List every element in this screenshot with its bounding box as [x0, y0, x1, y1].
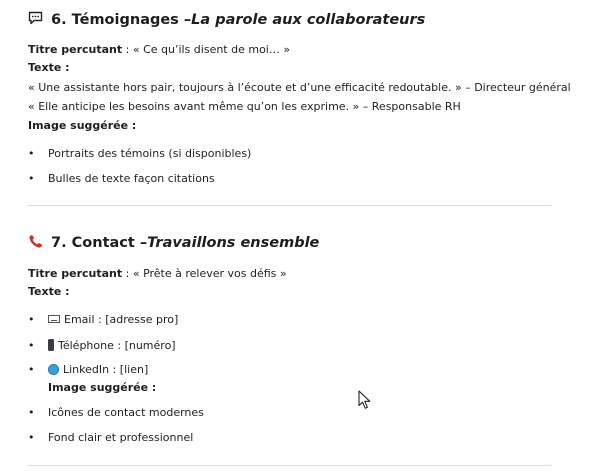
- telephone-receiver-icon: [28, 234, 46, 252]
- mouse-pointer-icon: [358, 390, 372, 414]
- image-label: Image suggérée :: [28, 119, 137, 132]
- bullet-marker: •: [28, 313, 35, 326]
- image-label: Image suggérée :: [48, 381, 157, 394]
- heading-emphasis: La parole aux collaborateurs: [191, 11, 426, 28]
- section-divider: [28, 465, 552, 466]
- heading-prefix: 7. Contact –: [51, 235, 148, 251]
- bullet-marker: •: [28, 147, 35, 160]
- heading-prefix: 6. Témoignages –: [51, 11, 192, 28]
- bullet-marker: •: [28, 431, 35, 444]
- contact-linkedin-text: LinkedIn : [lien]: [63, 363, 149, 376]
- catchline-label: Titre percutant: [28, 267, 123, 280]
- section-divider: [28, 205, 552, 206]
- catchline: [28, 267, 287, 281]
- bullet-marker: •: [28, 339, 35, 352]
- bullet-marker: •: [28, 363, 35, 376]
- list-item-text: Portraits des témoins (si disponibles): [48, 147, 252, 160]
- contact-email-text: Email : [adresse pro]: [64, 313, 179, 326]
- email-icon: [48, 315, 60, 323]
- bullet-marker: •: [28, 406, 35, 419]
- list-item-text: Icônes de contact modernes: [48, 406, 204, 419]
- catchline-value: : « Ce qu’ils disent de moi… »: [122, 43, 291, 56]
- catchline-value: : « Prête à relever vos défis »: [122, 267, 287, 280]
- list-item-text: Bulles de texte façon citations: [48, 172, 215, 185]
- globe-icon: [48, 364, 59, 375]
- text-label: Texte :: [28, 285, 70, 298]
- quote-1: « Une assistante hors pair, toujours à l’écoute et d’une efficacité redoutable. » – Directeur général: [28, 81, 571, 94]
- bullet-marker: •: [28, 172, 35, 185]
- speech-bubble-icon: [28, 11, 46, 28]
- section-heading-temoignages: [28, 11, 425, 28]
- catchline: [28, 43, 290, 57]
- mobile-phone-icon: [48, 339, 54, 351]
- section-heading-contact: [28, 234, 319, 252]
- quote-2: « Elle anticipe les besoins avant même qu’on les exprime. » – Responsable RH: [28, 100, 461, 113]
- catchline-label: Titre percutant: [28, 43, 123, 56]
- list-item-text: Fond clair et professionnel: [48, 431, 194, 444]
- text-label: Texte :: [28, 61, 70, 74]
- contact-phone-text: Téléphone : [numéro]: [58, 339, 176, 352]
- heading-emphasis: Travaillons ensemble: [147, 235, 320, 251]
